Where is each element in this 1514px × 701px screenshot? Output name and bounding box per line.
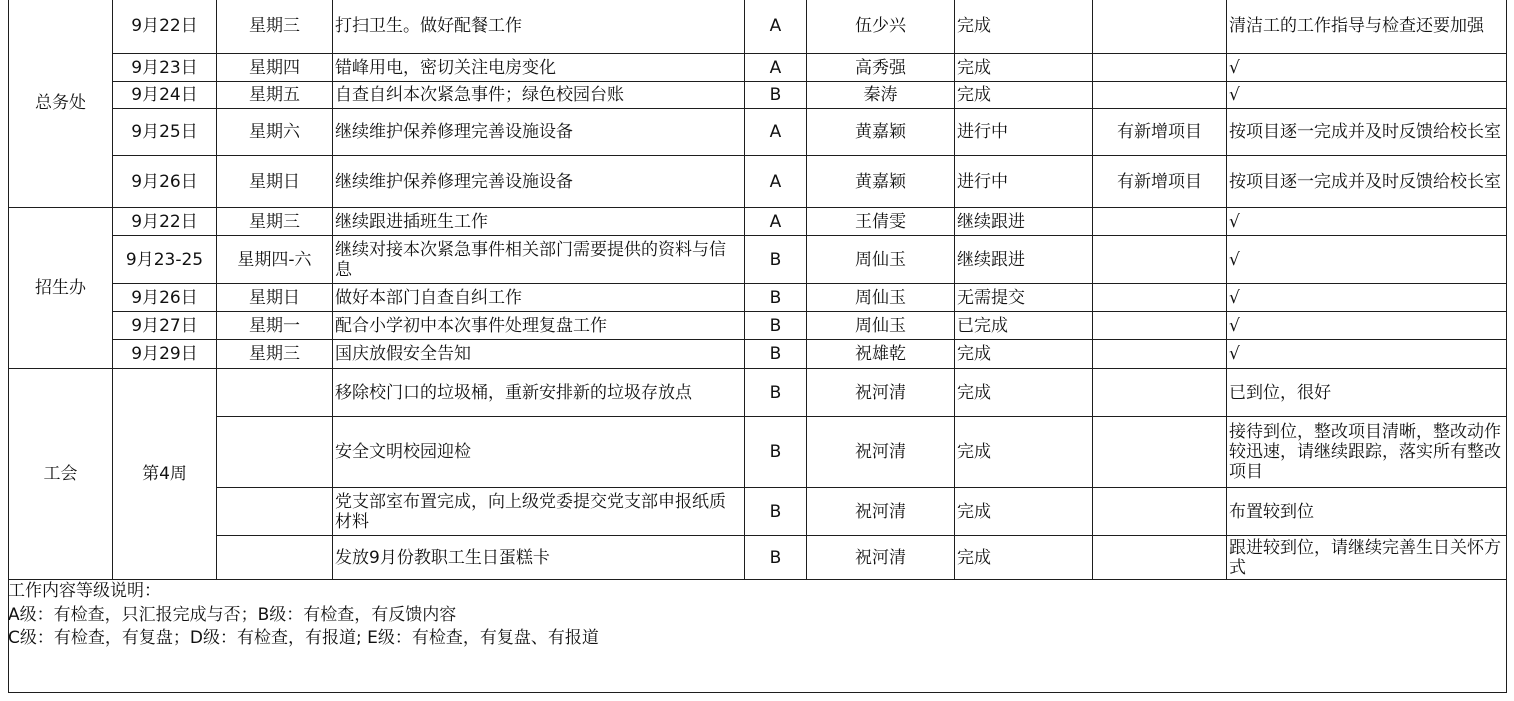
cell-comment: 已到位，很好 — [1229, 382, 1331, 403]
cell-level: B — [769, 382, 782, 403]
cell-level: A — [769, 122, 782, 142]
cell-remark — [1093, 312, 1226, 339]
grid-line — [216, 487, 1507, 488]
cell-weekday: 星期日 — [249, 171, 300, 192]
cell-task: 自查自纠本次紧急事件；绿色校园台账 — [335, 85, 624, 105]
cell-weekday — [217, 417, 332, 487]
cell-remark — [1093, 82, 1226, 108]
cell-level: B — [769, 315, 782, 336]
level-notes-line-2: C级：有检查，有复盘；D级：有检查，有报道; E级：有检查，有复盘、有报道 — [8, 628, 599, 648]
cell-task: 国庆放假安全告知 — [335, 344, 471, 364]
cell-weekday: 星期日 — [249, 287, 300, 308]
cell-comment: 清洁工的工作指导与检查还要加强 — [1229, 16, 1484, 36]
grid-line — [112, 311, 1507, 312]
grid-line — [1226, 0, 1227, 580]
grid-line — [744, 0, 745, 580]
cell-level: B — [769, 442, 782, 462]
dept-cell: 总务处 — [35, 93, 86, 113]
cell-task: 党支部室布置完成，向上级党委提交党支部申报纸质材料 — [335, 491, 726, 532]
grid-line — [8, 368, 1507, 369]
cell-person: 祝河清 — [855, 382, 906, 403]
cell-person: 秦涛 — [863, 85, 898, 105]
cell-weekday: 星期六 — [249, 122, 300, 142]
grid-line — [216, 535, 1507, 536]
cell-remark — [1093, 488, 1226, 535]
cell-date: 9月23-25 — [125, 249, 204, 270]
cell-remark — [1093, 54, 1226, 81]
cell-date: 9月23日 — [131, 57, 198, 78]
cell-remark — [1093, 0, 1226, 53]
cell-weekday — [217, 369, 332, 416]
cell-person: 祝河清 — [855, 442, 906, 462]
cell-person: 王倩雯 — [855, 211, 906, 232]
cell-comment: 按项目逐一完成并及时反馈给校长室 — [1229, 171, 1501, 192]
cell-level: B — [769, 344, 782, 364]
grid-line — [112, 108, 1507, 109]
cell-person: 黄嘉颖 — [855, 171, 906, 192]
grid-line — [8, 207, 1507, 208]
cell-status: 完成 — [957, 382, 991, 403]
cell-date: 9月22日 — [131, 16, 198, 36]
cell-task: 继续跟进插班生工作 — [335, 211, 488, 232]
cell-remark — [1093, 284, 1226, 311]
grid-line — [112, 339, 1507, 340]
cell-weekday: 星期四-六 — [237, 249, 312, 270]
cell-comment: √ — [1229, 249, 1240, 270]
cell-remark: 有新增项目 — [1117, 171, 1202, 192]
cell-remark: 有新增项目 — [1117, 122, 1202, 142]
cell-task: 打扫卫生。做好配餐工作 — [335, 16, 522, 36]
cell-person: 祝河清 — [855, 547, 906, 568]
cell-level: A — [769, 16, 782, 36]
grid-line — [216, 416, 1507, 417]
cell-level: B — [769, 85, 782, 105]
week-cell: 第4周 — [142, 464, 187, 484]
cell-task: 发放9月份教职工生日蛋糕卡 — [335, 547, 550, 568]
cell-comment: √ — [1229, 57, 1240, 78]
grid-line — [112, 155, 1507, 156]
cell-status: 继续跟进 — [957, 249, 1025, 270]
cell-level: A — [769, 171, 782, 192]
cell-weekday — [217, 488, 332, 535]
cell-date: 9月24日 — [131, 85, 198, 105]
cell-level: A — [769, 211, 782, 232]
cell-weekday: 星期三 — [249, 344, 300, 364]
cell-comment: √ — [1229, 315, 1240, 336]
grid-line — [8, 692, 1507, 693]
grid-line — [112, 81, 1507, 82]
cell-status: 完成 — [957, 16, 991, 36]
cell-status: 继续跟进 — [957, 211, 1025, 232]
cell-task: 继续对接本次紧急事件相关部门需要提供的资料与信息 — [335, 239, 726, 280]
cell-status: 完成 — [957, 501, 991, 522]
cell-remark — [1093, 208, 1226, 235]
grid-line — [1506, 0, 1507, 693]
cell-status: 已完成 — [957, 315, 1008, 336]
cell-level: B — [769, 547, 782, 568]
cell-status: 完成 — [957, 547, 991, 568]
cell-level: A — [769, 57, 782, 78]
cell-status: 完成 — [957, 57, 991, 78]
cell-comment: √ — [1229, 344, 1240, 364]
grid-line — [806, 0, 807, 580]
cell-comment: 布置较到位 — [1229, 501, 1314, 522]
cell-status: 无需提交 — [957, 287, 1025, 308]
cell-remark — [1093, 340, 1226, 368]
grid-line — [8, 579, 1507, 580]
cell-person: 高秀强 — [855, 57, 906, 78]
cell-task: 错峰用电，密切关注电房变化 — [335, 57, 556, 78]
grid-line — [112, 0, 113, 580]
cell-status: 完成 — [957, 344, 991, 364]
cell-comment: 接待到位，整改项目清晰，整改动作较迅速，请继续跟踪，落实所有整改项目 — [1229, 422, 1501, 482]
cell-comment: 按项目逐一完成并及时反馈给校长室 — [1229, 122, 1501, 142]
cell-person: 祝雄乾 — [855, 344, 906, 364]
grid-line — [112, 53, 1507, 54]
cell-date: 9月29日 — [131, 344, 198, 364]
level-notes-line-1: A级：有检查，只汇报完成与否；B级：有检查，有反馈内容 — [8, 605, 457, 625]
cell-status: 完成 — [957, 442, 991, 462]
cell-date: 9月25日 — [131, 122, 198, 142]
cell-task: 做好本部门自查自纠工作 — [335, 287, 522, 308]
cell-date: 9月26日 — [131, 171, 198, 192]
cell-level: B — [769, 501, 782, 522]
cell-comment: 跟进较到位，请继续完善生日关怀方式 — [1229, 537, 1501, 578]
cell-comment: √ — [1229, 211, 1240, 232]
cell-date: 9月26日 — [131, 287, 198, 308]
cell-weekday: 星期一 — [249, 315, 300, 336]
cell-remark — [1093, 369, 1226, 416]
cell-date: 9月22日 — [131, 211, 198, 232]
cell-task: 移除校门口的垃圾桶，重新安排新的垃圾存放点 — [335, 382, 692, 403]
cell-task: 继续维护保养修理完善设施设备 — [335, 122, 573, 142]
cell-person: 周仙玉 — [855, 249, 906, 270]
grid-line — [1092, 0, 1093, 580]
cell-person: 伍少兴 — [855, 16, 906, 36]
grid-line — [112, 235, 1507, 236]
cell-person: 黄嘉颖 — [855, 122, 906, 142]
cell-status: 完成 — [957, 85, 991, 105]
cell-task: 配合小学初中本次事件处理复盘工作 — [335, 315, 607, 336]
grid-line — [954, 0, 955, 580]
cell-weekday: 星期四 — [249, 57, 300, 78]
dept-cell: 招生办 — [35, 278, 86, 298]
cell-remark — [1093, 236, 1226, 283]
cell-weekday: 星期三 — [249, 16, 300, 36]
cell-level: B — [769, 249, 782, 270]
cell-task: 安全文明校园迎检 — [335, 442, 471, 462]
cell-weekday: 星期三 — [249, 211, 300, 232]
cell-person: 祝河清 — [855, 501, 906, 522]
cell-person: 周仙玉 — [855, 315, 906, 336]
cell-status: 进行中 — [957, 171, 1008, 192]
cell-comment: √ — [1229, 287, 1240, 308]
level-notes-title: 工作内容等级说明： — [8, 581, 161, 601]
cell-task: 继续维护保养修理完善设施设备 — [335, 171, 573, 192]
cell-weekday — [217, 536, 332, 579]
cell-weekday: 星期五 — [249, 85, 300, 105]
cell-level: B — [769, 287, 782, 308]
grid-line — [112, 283, 1507, 284]
cell-date: 9月27日 — [131, 315, 198, 336]
cell-person: 周仙玉 — [855, 287, 906, 308]
grid-line — [216, 0, 217, 580]
cell-status: 进行中 — [957, 122, 1008, 142]
cell-comment: √ — [1229, 85, 1240, 105]
grid-line — [332, 0, 333, 580]
cell-remark — [1093, 536, 1226, 579]
cell-remark — [1093, 417, 1226, 487]
dept-cell: 工会 — [43, 464, 78, 484]
